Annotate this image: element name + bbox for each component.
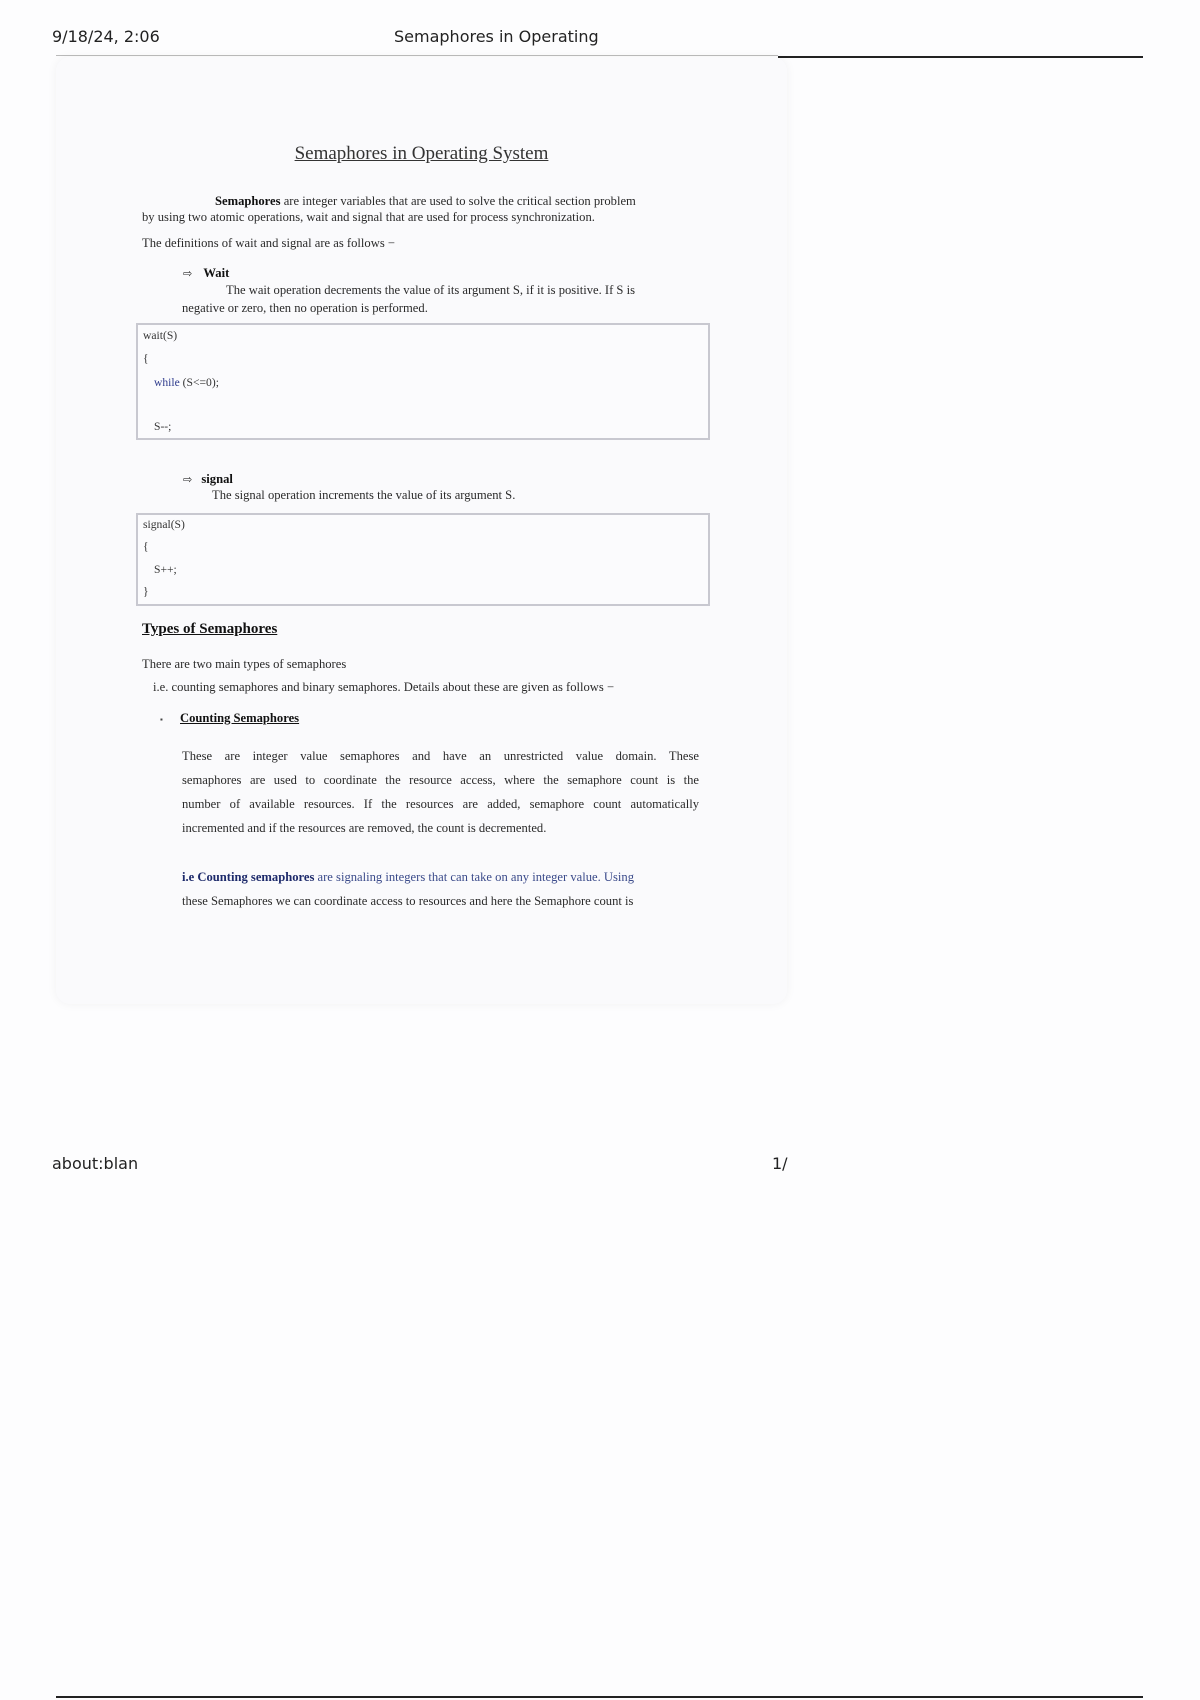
wait-desc-2: negative or zero, then no operation is performed. — [182, 301, 428, 315]
counting-line-3: number of available resources. If the resources are added, semaphore count automatically — [182, 797, 699, 811]
intro-bold: Semaphores — [215, 194, 281, 208]
ie-line-2: these Semaphores we can coordinate access to resources and here the Semaphore count is — [182, 894, 634, 908]
intro-rest: are integer variables that are used to solve the critical section problem — [280, 194, 636, 208]
counting-line-4: incremented and if the resources are removed, the count is decremented. — [182, 821, 547, 835]
header-rule — [778, 56, 1143, 58]
code-line: { — [143, 540, 149, 553]
wait-desc-1: The wait operation decrements the value of its argument S, if it is positive. If S is — [226, 283, 635, 297]
types-heading: Types of Semaphores — [142, 621, 278, 637]
header-thin-rule — [56, 55, 778, 56]
signal-heading-row — [183, 471, 233, 488]
code-keyword: while — [154, 376, 180, 389]
types-line-1: There are two main types of semaphores — [142, 657, 347, 671]
code-line: } — [143, 585, 149, 598]
document-title: Semaphores in Operating System — [294, 143, 549, 164]
counting-heading: Counting Semaphores — [180, 711, 300, 725]
header-title: Semaphores in Operating — [394, 27, 599, 46]
footer-page-number: 1/ — [772, 1154, 788, 1173]
arrow-right-icon: ⇨ — [183, 473, 193, 486]
arrow-right-icon: ⇨ — [183, 267, 193, 280]
code-line: wait(S) — [143, 329, 178, 342]
counting-para — [182, 744, 699, 840]
counting-heading-row — [160, 710, 299, 728]
ie-line-1 — [182, 869, 634, 886]
signal-heading: signal — [201, 472, 233, 486]
types-line-2: i.e. counting semaphores and binary semaphores. Details about these are given as follows − — [153, 680, 615, 694]
intro-line-1 — [215, 193, 636, 210]
code-line: S--; — [154, 420, 172, 433]
ie-bold: i.e Counting semaphores — [182, 870, 315, 884]
counting-line-1: These are integer value semaphores and have an unrestricted value domain. These — [182, 749, 699, 763]
wait-heading: Wait — [203, 266, 230, 280]
wait-heading-row — [183, 265, 229, 282]
wait-code-box — [136, 323, 710, 440]
bullet-icon: ▪ — [160, 715, 163, 724]
code-line: signal(S) — [143, 518, 185, 531]
document-page — [56, 57, 787, 1004]
footer-rule — [56, 1696, 1143, 1698]
code-line: { — [143, 352, 149, 365]
ie-rest: are signaling integers that can take on any integer value. Using — [314, 870, 635, 884]
code-line — [154, 376, 219, 389]
counting-line-2: semaphores are used to coordinate the resource access, where the semaphore count is the — [182, 773, 699, 787]
code-line: S++; — [154, 563, 177, 576]
intro-line-2: by using two atomic operations, wait and signal that are used for process synchronization. — [142, 210, 595, 224]
signal-desc: The signal operation increments the value of its argument S. — [212, 488, 516, 502]
definitions-line: The definitions of wait and signal are as follows − — [142, 236, 395, 250]
code-text: (S<=0); — [179, 376, 219, 389]
header-date: 9/18/24, 2:06 — [52, 27, 160, 46]
footer-url: about:blan — [52, 1154, 139, 1173]
signal-code-box — [136, 513, 710, 606]
